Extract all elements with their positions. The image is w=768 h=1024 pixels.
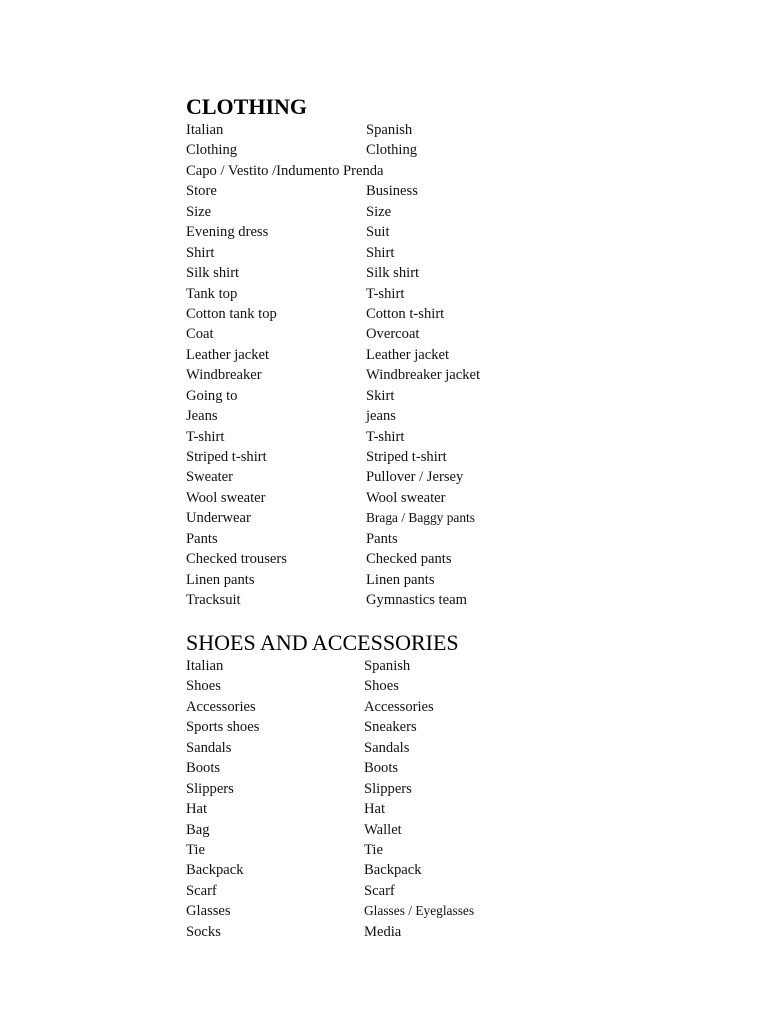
italian-term: Accessories bbox=[186, 698, 256, 715]
spanish-term: Checked pants bbox=[366, 551, 452, 568]
clothing-row bbox=[186, 243, 606, 263]
clothing-row bbox=[186, 549, 606, 569]
spanish-term: Skirt bbox=[366, 387, 395, 404]
italian-term: Clothing bbox=[186, 142, 238, 159]
italian-term: Bag bbox=[186, 821, 210, 838]
italian-term: Striped t-shirt bbox=[186, 449, 267, 465]
spanish-term: Striped t-shirt bbox=[366, 449, 447, 465]
clothing-row bbox=[186, 447, 606, 467]
shoes-row bbox=[186, 901, 606, 921]
clothing-row bbox=[186, 140, 606, 160]
italian-term: Sweater bbox=[186, 469, 234, 486]
spanish-term: Size bbox=[366, 203, 392, 220]
clothing-row bbox=[186, 467, 606, 487]
spanish-term: Cotton t-shirt bbox=[366, 305, 445, 322]
shoes-row bbox=[186, 758, 606, 778]
italian-term: Wool sweater bbox=[186, 489, 266, 506]
italian-term: Store bbox=[186, 183, 217, 200]
italian-term: Sports shoes bbox=[186, 719, 260, 736]
italian-term: Leather jacket bbox=[186, 346, 270, 363]
spanish-term: Leather jacket bbox=[366, 346, 450, 363]
clothing-row bbox=[186, 508, 606, 528]
italian-term: T-shirt bbox=[186, 428, 225, 445]
spanish-term: Pants bbox=[366, 530, 398, 547]
clothing-row bbox=[186, 570, 606, 590]
italian-term: Going to bbox=[186, 387, 238, 404]
italian-term: Windbreaker bbox=[186, 367, 262, 384]
italian-term: Scarf bbox=[186, 882, 217, 899]
spanish-term: Clothing bbox=[366, 142, 418, 159]
shoes-row bbox=[186, 799, 606, 819]
italian-term: Underwear bbox=[186, 510, 251, 527]
clothing-list bbox=[186, 120, 606, 611]
italian-term: Size bbox=[186, 203, 212, 220]
shoes-row bbox=[186, 820, 606, 840]
italian-term: Hat bbox=[186, 801, 208, 818]
spanish-term: Slippers bbox=[364, 780, 412, 797]
clothing-row bbox=[186, 488, 606, 508]
spanish-term: Silk shirt bbox=[366, 265, 420, 282]
clothing-row bbox=[186, 365, 606, 385]
column-header-italian: Italian bbox=[186, 658, 224, 674]
clothing-row bbox=[186, 324, 606, 344]
clothing-row bbox=[186, 284, 606, 304]
spanish-term: Backpack bbox=[364, 862, 422, 879]
italian-term: Jeans bbox=[186, 408, 218, 425]
spanish-term: Suit bbox=[366, 224, 390, 241]
spanish-term: T-shirt bbox=[366, 428, 405, 445]
clothing-row bbox=[186, 222, 606, 242]
italian-term: Backpack bbox=[186, 862, 244, 879]
clothing-row bbox=[186, 590, 606, 610]
shoes-header-row bbox=[186, 656, 606, 676]
clothing-row bbox=[186, 406, 606, 426]
italian-term: Coat bbox=[186, 326, 214, 343]
italian-term: Boots bbox=[186, 760, 221, 777]
spanish-term: Sneakers bbox=[364, 719, 417, 736]
column-header-spanish: Spanish bbox=[366, 122, 413, 138]
spanish-term: Shoes bbox=[364, 678, 399, 695]
clothing-row bbox=[186, 427, 606, 447]
spanish-term: Business bbox=[366, 183, 418, 200]
spanish-term: Gymnastics team bbox=[366, 592, 467, 609]
shoes-row bbox=[186, 676, 606, 696]
italian-term: Tank top bbox=[186, 285, 238, 302]
clothing-row bbox=[186, 529, 606, 549]
shoes-row bbox=[186, 922, 606, 942]
clothing-row bbox=[186, 386, 606, 406]
italian-term: Slippers bbox=[186, 780, 234, 797]
italian-term: Pants bbox=[186, 530, 218, 547]
italian-term: Sandals bbox=[186, 739, 232, 756]
italian-term: Glasses bbox=[186, 903, 231, 920]
italian-term: Socks bbox=[186, 923, 221, 940]
spanish-term: Scarf bbox=[364, 882, 395, 899]
italian-term: Evening dress bbox=[186, 224, 269, 241]
italian-term: Cotton tank top bbox=[186, 305, 277, 322]
spanish-term: Linen pants bbox=[366, 571, 435, 588]
spanish-term: Boots bbox=[364, 760, 399, 777]
shoes-row bbox=[186, 738, 606, 758]
spanish-term: Pullover / Jersey bbox=[366, 469, 464, 486]
italian-term: Linen pants bbox=[186, 571, 255, 588]
clothing-header-row bbox=[186, 120, 606, 140]
shoes-accessories-heading: SHOES AND ACCESSORIES bbox=[186, 630, 459, 655]
clothing-row bbox=[186, 202, 606, 222]
italian-term: Silk shirt bbox=[186, 265, 240, 282]
italian-term: Shoes bbox=[186, 678, 221, 695]
shoes-row bbox=[186, 717, 606, 737]
italian-term: Capo / Vestito /Indumento Prenda bbox=[186, 162, 384, 179]
column-header-italian: Italian bbox=[186, 122, 224, 138]
spanish-term: T-shirt bbox=[366, 285, 405, 302]
clothing-row bbox=[186, 304, 606, 324]
shoes-accessories-list bbox=[186, 656, 606, 942]
italian-term: Shirt bbox=[186, 244, 215, 261]
shoes-row bbox=[186, 840, 606, 860]
italian-term: Tracksuit bbox=[186, 592, 241, 609]
shoes-row bbox=[186, 697, 606, 717]
clothing-heading: CLOTHING bbox=[186, 94, 308, 119]
clothing-row bbox=[186, 181, 606, 201]
shoes-row bbox=[186, 860, 606, 880]
spanish-term: Wool sweater bbox=[366, 489, 446, 506]
spanish-term: Shirt bbox=[366, 244, 395, 261]
italian-term: Checked trousers bbox=[186, 551, 287, 568]
shoes-row bbox=[186, 881, 606, 901]
spanish-term: Glasses / Eyeglasses bbox=[364, 903, 475, 919]
spanish-term: jeans bbox=[366, 408, 396, 425]
spanish-term: Wallet bbox=[364, 821, 402, 838]
spanish-term: Tie bbox=[364, 841, 383, 858]
shoes-row bbox=[186, 779, 606, 799]
clothing-row bbox=[186, 263, 606, 283]
clothing-row bbox=[186, 345, 606, 365]
spanish-term: Braga / Baggy pants bbox=[366, 510, 475, 526]
spanish-term: Hat bbox=[364, 801, 386, 818]
column-header-spanish: Spanish bbox=[364, 658, 411, 674]
spanish-term: Media bbox=[364, 923, 402, 940]
spanish-term: Windbreaker jacket bbox=[366, 367, 481, 384]
spanish-term: Sandals bbox=[364, 739, 410, 756]
spanish-term: Overcoat bbox=[366, 326, 420, 343]
italian-term: Tie bbox=[186, 841, 205, 858]
spanish-term: Accessories bbox=[364, 698, 434, 715]
clothing-row bbox=[186, 161, 606, 181]
